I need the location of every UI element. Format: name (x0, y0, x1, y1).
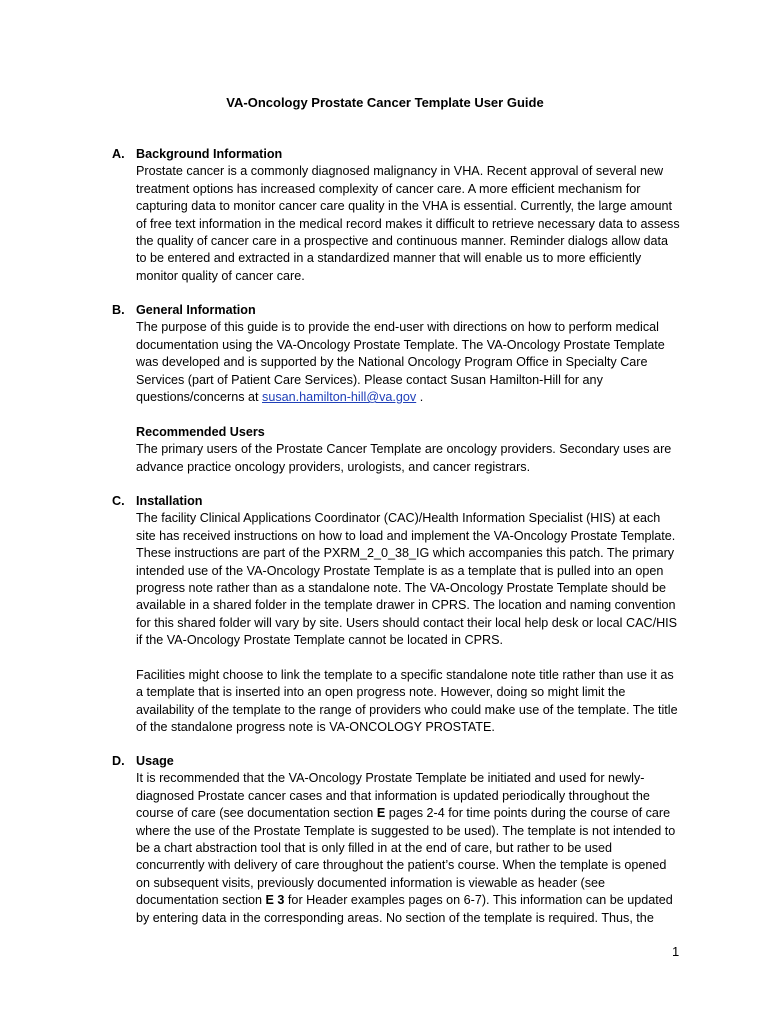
section-d-letter: D. (112, 754, 125, 768)
page-number: 1 (672, 944, 680, 959)
section-b-body-text: The purpose of this guide is to provide the end-user with directions on how to perform medical documentation using the VA-Oncology Prostate Template. The VA-Oncology Prostate Template was developed and is supported by the National Oncology Program Office in Specialty Care Services (part of Patient Care Services). Please contact Susan Hamilton-Hill for any questions/concerns at (136, 320, 665, 405)
section-d-heading: Usage (136, 754, 174, 768)
section-a (112, 146, 682, 285)
section-b (112, 302, 682, 476)
section-c-body-1: The facility Clinical Applications Coordinator (CAC)/Health Information Specialist (HIS) at each site has received instructions on how to load and implement the VA-Oncology Prostate Template. These instructions are part of the PXRM_2_0_38_IG which accompanies this patch. The primary intended use of the VA-Oncology Prostate Template is as a template that is pulled into an open progress note rather than as a standalone note. The VA-Oncology Prostate Template should be available in a shared folder in the template drawer in CPRS. The location and naming convention for this shared folder will vary by site. Users should contact their local help desk or local CAC/HIS if the VA-Oncology Prostate Template cannot be located in CPRS. (136, 511, 678, 648)
section-d-text-1: It is recommended that the VA-Oncology Prostate Template be initiated and used for newly-diagnosed Prostate cancer cases and that information is updated periodically throughout the course of care (see documentation section (136, 771, 650, 821)
section-d (112, 753, 682, 927)
section-d-text-2: pages 2-4 for time points during the course of care where the use of the Prostate Template is suggested to be used). The template is not intended to be a chart abstraction tool that is only filled in at the end of care, but rather to be used concurrently with delivery of care throughout the patient’s course. When the template is opened on subsequent visits, previously documented information is viewable as header (see documentation section (136, 806, 676, 908)
section-d-body (136, 770, 682, 927)
contact-email-link[interactable]: susan.hamilton-hill@va.gov (262, 390, 417, 405)
section-c-letter: C. (112, 494, 125, 508)
section-d-text-3: for Header examples pages on 6-7). This information can be updated by entering data in the corresponding areas. No section of the template is required. Thus, the (136, 893, 673, 925)
section-ref-e3: E 3 (265, 893, 285, 908)
section-b-body-end: . (416, 390, 424, 405)
section-b-letter: B. (112, 303, 125, 317)
section-c-heading: Installation (136, 494, 203, 508)
section-ref-e: E (376, 806, 386, 821)
page-title: VA-Oncology Prostate Cancer Template User Guide (226, 95, 544, 110)
recommended-users-body: The primary users of the Prostate Cancer Template are oncology providers. Secondary uses are advance practice oncology providers, urologists, and cancer registrars. (136, 442, 672, 474)
section-a-heading: Background Information (136, 147, 283, 161)
section-b-body (136, 319, 682, 406)
section-b-heading: General Information (136, 303, 256, 317)
section-a-letter: A. (112, 147, 125, 161)
section-c-body-2: Facilities might choose to link the template to a specific standalone note title rather than use it as a template that is inserted into an open progress note. However, doing so might limit the availability of the template to the range of providers who could make use of the template. The title of the standalone progress note is VA-ONCOLOGY PROSTATE. (136, 668, 678, 735)
section-a-body: Prostate cancer is a commonly diagnosed malignancy in VHA. Recent approval of several new treatment options has increased complexity of cancer care. A more efficient mechanism for capturing data to monitor cancer care quality in the VHA is essential. Currently, the large amount of free text information in the medical record makes it difficult to retrieve necessary data to assess the quality of cancer care in a prospective and continuous manner. Reminder dialogs allow data to be entered and extracted in a standardized manner that will enable us to more efficiently monitor quality of cancer care. (136, 164, 680, 283)
section-c (112, 493, 682, 737)
recommended-users-heading: Recommended Users (136, 424, 265, 439)
